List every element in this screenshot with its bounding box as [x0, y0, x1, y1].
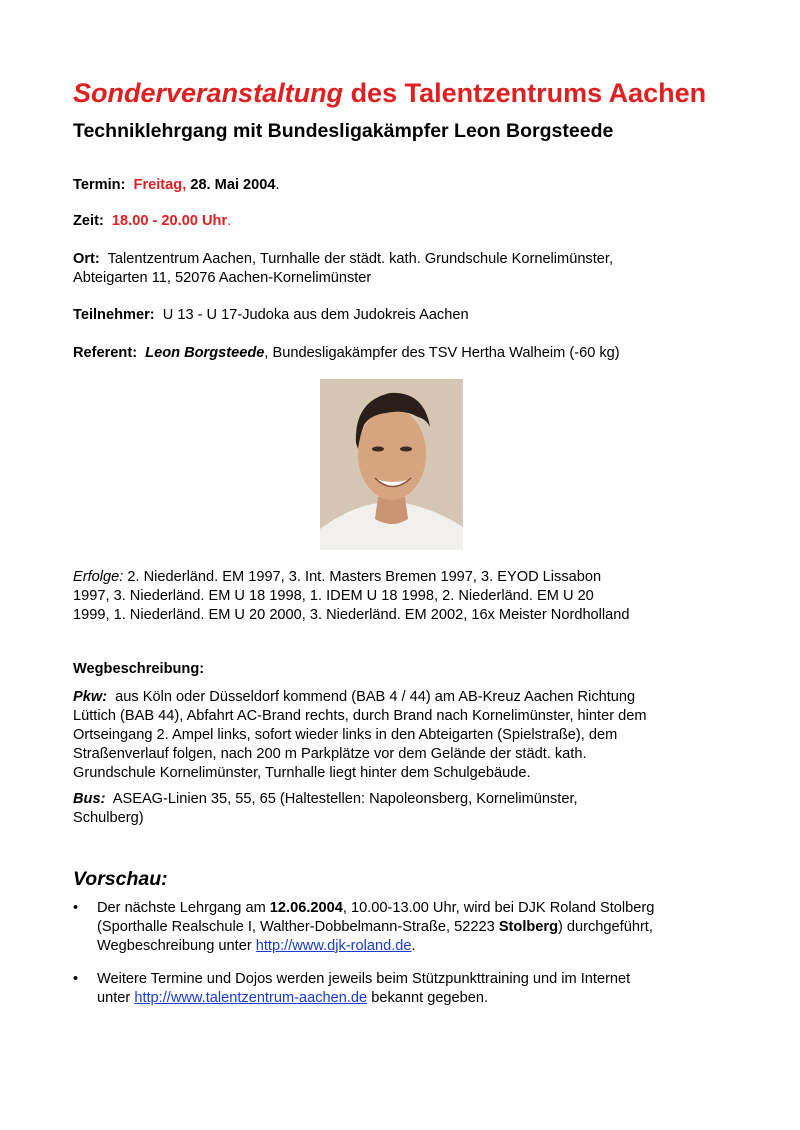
bus-label: Bus:: [73, 791, 106, 807]
ort-line2: Abteigarten 11, 52076 Aachen-Kornelimünster: [73, 270, 372, 286]
bullet-icon: •: [73, 900, 79, 916]
page-title: [73, 78, 706, 109]
bullet1-line2: (Sporthalle Realschule I, Walther-Dobbelmann-Straße, 52223 Stolberg) durchgeführt,: [97, 919, 653, 935]
pkw-line4: Straßenverlauf folgen, nach 200 m Parkplätze vor dem Gelände der städt. kath.: [73, 746, 587, 762]
pkw-label: Pkw:: [73, 689, 108, 705]
title-highlight: Sonderveranstaltung: [73, 78, 344, 108]
teilnehmer-value: U 13 - U 17-Judoka aus dem Judokreis Aachen: [162, 307, 469, 323]
pkw-line2: Lüttich (BAB 44), Abfahrt AC-Brand rechts, durch Brand nach Kornelimünster, hinter dem: [73, 708, 647, 724]
bullet1-line1: Der nächste Lehrgang am 12.06.2004, 10.00-13.00 Uhr, wird bei DJK Roland Stolberg: [97, 900, 655, 916]
referent-line: [73, 344, 620, 363]
bus-line1: [73, 790, 578, 809]
bus-text1: ASEAG-Linien 35, 55, 65 (Haltestellen: Napoleonsberg, Kornelimünster,: [112, 791, 578, 807]
zeit-end: .: [227, 213, 232, 229]
termin-end: .: [275, 177, 280, 193]
djk-roland-link[interactable]: http://www.djk-roland.de: [255, 938, 412, 954]
bullet-icon: •: [73, 971, 79, 987]
portrait-photo: [320, 379, 463, 550]
teilnehmer-label: Teilnehmer:: [73, 307, 155, 323]
termin-day: Freitag,: [133, 177, 187, 193]
vorschau-heading: Vorschau:: [73, 868, 168, 890]
pkw-line5: Grundschule Kornelimünster, Turnhalle liegt hinter dem Schulgebäude.: [73, 765, 531, 781]
termin-line: [73, 176, 280, 195]
ort-label: Ort:: [73, 251, 100, 267]
pkw-text1: aus Köln oder Düsseldorf kommend (BAB 4 / 44) am AB-Kreuz Aachen Richtung: [115, 689, 636, 705]
erfolge-label: Erfolge:: [73, 569, 124, 585]
bullet2-line1: Weitere Termine und Dojos werden jeweils beim Stützpunkttraining und im Internet: [97, 971, 631, 987]
wegbeschreibung-heading: Wegbeschreibung:: [73, 661, 205, 677]
ort-line1: Talentzentrum Aachen, Turnhalle der städt. kath. Grundschule Kornelimünster,: [107, 251, 614, 267]
termin-label: Termin:: [73, 177, 126, 193]
zeit-line: [73, 212, 231, 231]
referent-rest: , Bundesligakämpfer des TSV Hertha Walheim (-60 kg): [264, 345, 620, 361]
erfolge-line3: 1999, 1. Niederländ. EM U 20 2000, 3. Niederländ. EM 2002, 16x Meister Nordholland: [73, 607, 630, 623]
zeit-value: 18.00 - 20.00 Uhr: [111, 213, 228, 229]
page-subtitle: Techniklehrgang mit Bundesligakämpfer Leon Borgsteede: [73, 120, 614, 142]
erfolge-text1: 2. Niederländ. EM 1997, 3. Int. Masters Bremen 1997, 3. EYOD Lissabon: [123, 569, 602, 585]
pkw-line1: [73, 688, 635, 707]
bullet1-line3: Wegbeschreibung unter http://www.djk-roland.de.: [97, 938, 416, 954]
pkw-line3: Ortseingang 2. Ampel links, sofort wieder links in den Abteigarten (Spielstraße), dem: [73, 727, 618, 743]
erfolge-line2: 1997, 3. Niederländ. EM U 18 1998, 1. IDEM U 18 1998, 2. Niederländ. EM U 20: [73, 588, 594, 604]
next-date: 12.06.2004: [269, 900, 343, 916]
teilnehmer-line: [73, 306, 469, 325]
bullet2-line2: unter http://www.talentzentrum-aachen.de bekannt gegeben.: [97, 990, 489, 1006]
bus-line2: Schulberg): [73, 810, 144, 826]
ort-line: [73, 250, 613, 269]
erfolge-line1: [73, 568, 601, 587]
termin-date: 28. Mai 2004: [190, 177, 276, 193]
referent-label: Referent:: [73, 345, 138, 361]
title-rest: des Talentzentrums Aachen: [343, 78, 707, 108]
talentzentrum-link[interactable]: http://www.talentzentrum-aachen.de: [134, 990, 368, 1006]
referent-name: Leon Borgsteede: [145, 345, 265, 361]
zeit-label: Zeit:: [73, 213, 104, 229]
